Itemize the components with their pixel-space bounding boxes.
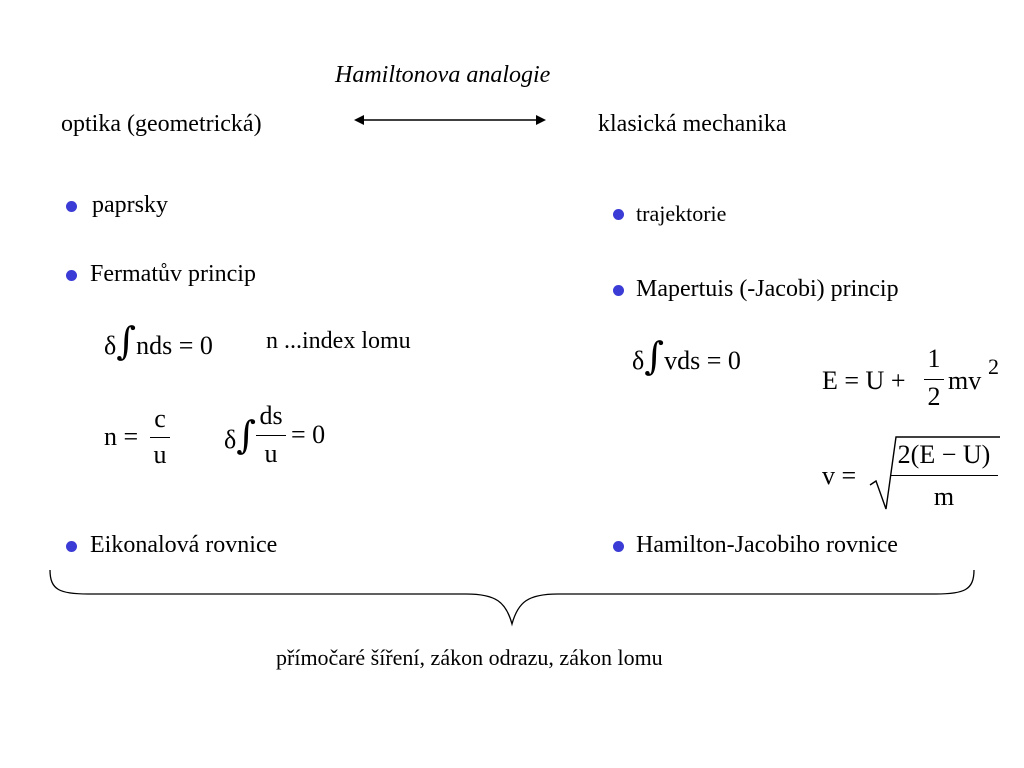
delta-symbol: δ <box>104 331 117 360</box>
slide-title: Hamiltonova analogie <box>335 62 551 88</box>
delta-symbol: δ <box>632 346 645 375</box>
velocity-lhs: v = <box>822 461 857 490</box>
maupertuis-equation <box>632 334 741 380</box>
right-item-hamilton-jacobi: Hamilton-Jacobiho rovnice <box>636 532 898 558</box>
index-note: n ...index lomu <box>266 328 411 354</box>
fraction-denominator: u <box>264 439 278 468</box>
fraction-numerator: 2(E − U) <box>897 440 991 469</box>
fraction-numerator: c <box>154 404 166 433</box>
footer-text: přímočaré šíření, zákon odrazu, zákon lomu <box>276 645 663 670</box>
fraction-numerator: 1 <box>927 344 941 373</box>
bullet-icon <box>66 541 77 552</box>
fraction-numerator: ds <box>259 401 283 430</box>
n-def-lhs: n = <box>104 422 139 451</box>
integral-symbol: ∫ <box>644 334 665 378</box>
fraction-denominator: u <box>153 440 167 469</box>
fermat-equation <box>104 319 213 365</box>
delta-symbol: δ <box>224 425 237 454</box>
fraction-bar <box>150 437 170 438</box>
bullet-icon <box>613 285 624 296</box>
energy-lhs: E = U + <box>822 366 906 395</box>
double-arrow-icon <box>352 110 548 130</box>
right-item-trajektorie: trajektorie <box>636 201 727 226</box>
right-heading: klasická mechanika <box>598 111 787 137</box>
fraction-denominator: 2 <box>927 382 941 411</box>
left-item-fermat: Fermatův princip <box>90 261 256 287</box>
energy-rest: mv <box>948 366 982 395</box>
velocity-fraction <box>890 440 998 512</box>
fraction-bar <box>256 435 286 436</box>
bullet-icon <box>66 201 77 212</box>
fraction-bar <box>924 379 944 380</box>
integral-symbol: ∫ <box>116 319 137 363</box>
fermat2-rhs: = 0 <box>291 420 326 449</box>
energy-exponent: 2 <box>988 354 999 379</box>
fraction-denominator: m <box>933 482 955 511</box>
fermat-body: nds = 0 <box>136 331 213 360</box>
fermat2-fraction <box>256 401 286 471</box>
maupertuis-body: vds = 0 <box>664 346 741 375</box>
right-item-maupertuis: Mapertuis (-Jacobi) princip <box>636 276 899 302</box>
left-item-eikonal: Eikonalová rovnice <box>90 532 278 558</box>
bullet-icon <box>613 209 624 220</box>
integral-symbol: ∫ <box>236 413 257 457</box>
energy-fraction <box>924 344 944 414</box>
bullet-icon <box>613 541 624 552</box>
left-item-paprsky: paprsky <box>92 192 168 218</box>
fermat2-symbols <box>224 413 257 459</box>
curly-brace-icon <box>48 568 976 628</box>
bullet-icon <box>66 270 77 281</box>
fraction-bar <box>890 475 998 476</box>
n-def-fraction <box>150 404 170 470</box>
left-heading: optika (geometrická) <box>61 111 262 137</box>
